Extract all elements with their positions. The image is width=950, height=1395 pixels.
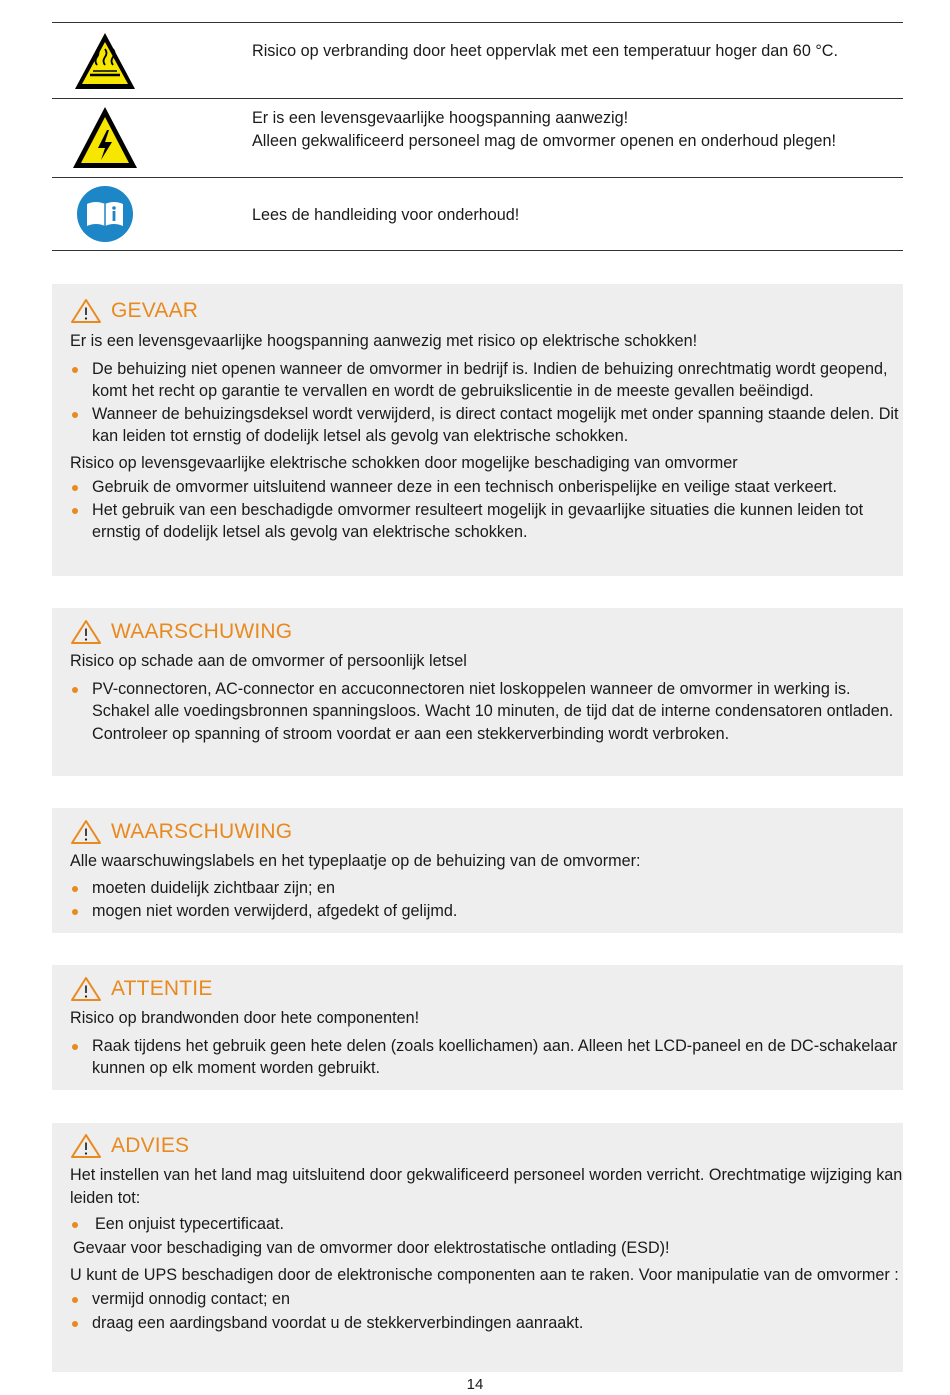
high-voltage-warning-icon — [52, 99, 158, 177]
notice-header — [70, 296, 903, 326]
list-item: Het gebruik van een beschadigde omvormer resulteert mogelijk in gevaarlijke situaties die kunnen leiden tot ernstig of dodelijk letsel als gevolg van elektrische schokken. — [70, 499, 903, 544]
notice-bullets — [70, 1213, 903, 1236]
notice-title: ADVIES — [111, 1134, 190, 1157]
warning-triangle-icon — [70, 976, 102, 1002]
warning-triangle-icon — [70, 298, 102, 324]
notice-header — [70, 1131, 903, 1161]
notice-intro: Risico op schade aan de omvormer of persoonlijk letsel — [70, 652, 467, 670]
list-item: Wanneer de behuizingsdeksel wordt verwijderd, is direct contact mogelijk met onder spanning staande delen. Dit kan leiden tot ernstig of dodelijk letsel als gevolg van elektrische schokken. — [70, 403, 903, 448]
list-item: draag een aardingsband voordat u de stekkerverbindingen aanraakt. — [70, 1312, 903, 1335]
notice-bullets — [70, 1035, 903, 1080]
list-item: Een onjuist typecertificaat. — [70, 1213, 903, 1236]
symbol-row-hot-surface — [52, 22, 903, 98]
notice-bullets — [70, 877, 903, 923]
list-item: moeten duidelijk zichtbaar zijn; en — [70, 877, 903, 900]
notice-bullets — [70, 678, 903, 746]
notice-intro: Alle waarschuwingslabels en het typeplaatje op de behuizing van de omvormer: — [70, 852, 641, 870]
notice-bullets — [70, 358, 903, 448]
notice-header — [70, 974, 903, 1004]
read-manual-icon — [52, 178, 158, 250]
symbol-row-high-voltage — [52, 98, 903, 177]
warning-triangle-icon — [70, 819, 102, 845]
warning-notice — [52, 808, 903, 933]
notice-subintro: Risico op levensgevaarlijke elektrische schokken door mogelijke beschadiging van omvormer — [70, 453, 738, 472]
page-number: 14 — [466, 1376, 484, 1393]
list-item: PV-connectoren, AC-connector en accuconnectoren niet loskoppelen wanneer de omvormer in werking is. Schakel alle voedingsbronnen spanningsloos. Wacht 10 minuten, de tijd dat de interne condensatoren ontladen. Controleer op spanning of stroom voordat er aan een stekkerverbinding wordt verbroken. — [70, 678, 903, 746]
symbol-row-read-manual — [52, 177, 903, 251]
notice-title: ATTENTIE — [111, 977, 213, 1000]
list-item: mogen niet worden verwijderd, afgedekt of gelijmd. — [70, 900, 903, 923]
notice-intro: Risico op brandwonden door hete componenten! — [70, 1009, 420, 1027]
notice-title: WAARSCHUWING — [111, 820, 293, 843]
caution-notice — [52, 965, 903, 1090]
list-item: vermijd onnodig contact; en — [70, 1288, 903, 1311]
list-item: Gebruik de omvormer uitsluitend wanneer deze in een technisch onberispelijke en veilige staat verkeert. — [70, 476, 903, 499]
advice-notice — [52, 1123, 903, 1372]
notice-header — [70, 617, 903, 647]
symbol-table — [52, 22, 903, 251]
notice-subintro: U kunt de UPS beschadigen door de elektronische componenten aan te raken. Voor manipulatie van de omvormer : — [70, 1266, 899, 1284]
list-item: De behuizing niet openen wanneer de omvormer in bedrijf is. Indien de behuizing onrechtmatig wordt geopend, komt het recht op garantie te vervallen en wordt de gebruikslicentie in de meeste gevallen beëindigd. — [70, 358, 903, 403]
notice-subintro: Gevaar voor beschadiging van de omvormer door elektrostatische ontlading (ESD)! — [73, 1238, 670, 1257]
symbol-text: Lees de handleiding voor onderhoud! — [252, 206, 520, 224]
warning-triangle-icon — [70, 619, 102, 645]
list-item: Raak tijdens het gebruik geen hete delen (zoals koellichamen) aan. Alleen het LCD-paneel en de DC-schakelaar kunnen op elk moment worden gebruikt. — [70, 1035, 903, 1080]
notice-header — [70, 817, 903, 847]
hot-surface-warning-icon — [52, 23, 158, 98]
notice-title: WAARSCHUWING — [111, 620, 293, 643]
notice-intro: Het instellen van het land mag uitsluitend door gekwalificeerd personeel worden verricht. Orechtmatige wijziging kan leiden tot: — [70, 1166, 903, 1207]
notice-intro: Er is een levensgevaarlijke hoogspanning aanwezig met risico op elektrische schokken! — [70, 332, 698, 350]
warning-triangle-icon — [70, 1133, 102, 1159]
symbol-text: Risico op verbranding door heet oppervlak met een temperatuur hoger dan 60 °C. — [252, 42, 838, 60]
notice-bullets — [70, 1288, 903, 1335]
symbol-text: Er is een levensgevaarlijke hoogspanning aanwezig! Alleen gekwalificeerd personeel mag de omvormer openen en onderhoud plegen! — [252, 109, 837, 150]
notice-title: GEVAAR — [111, 299, 199, 322]
notice-bullets — [70, 476, 903, 544]
danger-notice — [52, 284, 903, 576]
warning-notice — [52, 608, 903, 776]
